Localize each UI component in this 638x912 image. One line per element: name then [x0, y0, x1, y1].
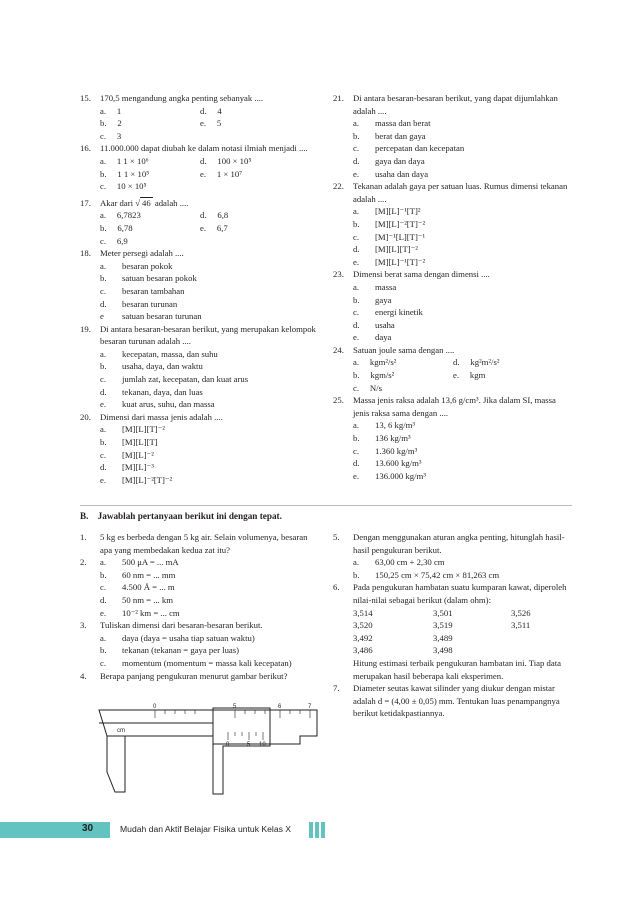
question-text: Tuliskan dimensi dari besaran-besaran berikut. [100, 620, 263, 631]
question-18: 18. Meter persegi adalah .... [80, 247, 316, 260]
question-25: 25. Massa jenis raksa adalah 13,6 g/cm³. Jika dalam SI, massa jenis raksa sama dengan .... [333, 394, 573, 419]
option-item: b. satuan besaran pokok [100, 273, 197, 284]
option-item: a. 13, 6 kg/m³ [353, 420, 416, 431]
caliper-fixed-jaw [107, 736, 125, 792]
question-text: Pada pengukuran hambatan suatu kumparan kawat, diperoleh nilai-nilai sebagai berikut (dalam ohm): [353, 582, 567, 605]
data-row: 3,492 3,489 [353, 632, 453, 643]
option-item: b. 150,25 cm × 75,42 cm × 81,263 cm [353, 569, 500, 580]
option-row: b. 6,78 e. 6,7 [100, 222, 228, 233]
vernier-tick-0: 0 [226, 742, 230, 748]
question-23: 23. Dimensi berat sama dengan dimensi .... [333, 268, 573, 281]
option-row: b. 1 1 × 10⁵ e. 1 × 10⁷ [100, 168, 243, 179]
option-item: d. [M][L]⁻³ [100, 462, 154, 473]
option-item: a. besaran pokok [100, 260, 173, 271]
main-scale-tick-0: 0 [153, 704, 157, 710]
option-item: c. jumlah zat, kecepatan, dan kuat arus [100, 374, 249, 385]
caliper-unit-label: cm [117, 728, 125, 734]
option-item: a. massa dan berat [353, 118, 431, 129]
option-row: a. 1 1 × 10⁶ d. 100 × 10⁵ [100, 155, 252, 166]
footer-accent-bar [315, 822, 319, 838]
question-17: 17. Akar dari √ 46 adalah .... [80, 197, 316, 210]
option-item: a. [M][L][T]⁻² [100, 424, 165, 435]
caliper-sliding-jaw [213, 708, 270, 794]
left-question-column [80, 92, 316, 486]
option-item: e. daya [353, 332, 392, 343]
data-row: 3,514 3,501 3,526 [353, 607, 531, 618]
section-b-heading: B. Jawablah pertanyaan berikut ini dengan tepat. [80, 511, 282, 521]
question-text: 170,5 mengandung angka penting sebanyak .... [100, 93, 264, 103]
option-row: a. kgm²/s² d. kg²m²/s² [353, 357, 500, 368]
option-item: d. usaha [353, 319, 395, 330]
option-item: b. tekanan (tekanan = gaya per luas) [100, 645, 240, 656]
page-footer [0, 822, 638, 838]
question-19: 19. Di antara besaran-besaran berikut, yang merupakan kelompok besaran turunan adalah .... [80, 323, 316, 347]
option-item: b. gaya [353, 294, 392, 305]
option-item: c. momentum (momentum = massa kali kecepatan) [100, 657, 292, 668]
question-21: 21. Di antara besaran-besaran berikut, yang dapat dijumlahkan adalah .... [333, 92, 573, 117]
option-item: d. 50 nm = ... km [100, 594, 173, 605]
option-item: e satuan besaran turunan [100, 311, 202, 322]
question-text: 11.000.000 dapat diubah ke dalam notasi ilmiah menjadi .... [100, 143, 308, 154]
vernier-tick-5: 5 [247, 742, 251, 748]
option-row: c. 6,9 [100, 235, 128, 246]
option-item: a. 500 μA = ... mA [100, 557, 179, 568]
question-15: 15. 170,5 mengandung angka penting sebanyak .... [80, 92, 316, 105]
option-item: a. daya (daya = usaha tiap satuan waktu) [100, 632, 255, 643]
sqrt-radicand: 46 [142, 197, 151, 208]
question-instruction: Hitung estimasi terbaik pengukuran hambatan ini. Tiap data merupakan hasil beberapa kali eksperimen. [353, 657, 561, 681]
footer-accent-bar [309, 822, 313, 838]
option-item: d. gaya dan daya [353, 155, 425, 166]
option-item: b. usaha, daya, dan waktu [100, 361, 203, 372]
option-item: e. kuat arus, suhu, dan massa [100, 399, 215, 410]
option-item: e. 136.000 kg/m³ [353, 470, 426, 481]
question-text: Dimensi dari massa jenis adalah .... [100, 411, 223, 422]
option-item: c. 4.500 Å = ... m [100, 582, 175, 593]
question-text: 5 kg es berbeda dengan 5 kg air. Selain volumenya, besaran apa yang membedakan kedua zat itu? [100, 532, 308, 555]
option-item: a. kecepatan, massa, dan suhu [100, 348, 218, 359]
essay-question-4: 4. Berapa panjang pengukuran menurut gambar berikut? [80, 670, 320, 683]
option-item: c. [M]⁻¹[L][T]⁻¹ [353, 231, 426, 242]
option-row: a. 1 d. 4 [100, 105, 222, 116]
essay-question-1: 1. 5 kg es berbeda dengan 5 kg air. Selain volumenya, besaran apa yang membedakan kedua zat itu? [80, 531, 320, 556]
caliper-body-outline [99, 710, 317, 744]
option-row: c. 10 × 10⁵ [100, 181, 147, 192]
question-16: 16. 11.000.000 dapat diubah ke dalam notasi ilmiah menjadi .... [80, 142, 316, 155]
section-b-title: Jawablah pertanyaan berikut ini dengan tepat. [97, 511, 282, 521]
main-scale-tick-5: 5 [233, 704, 237, 710]
essay-question-3: 3. Tuliskan dimensi dari besaran-besaran berikut. [80, 619, 320, 632]
right-question-column [333, 92, 573, 482]
vernier-tick-10: 10 [259, 742, 266, 748]
option-item: e. usaha dan daya [353, 168, 429, 179]
option-item: d. 13.600 kg/m³ [353, 458, 422, 469]
option-item: e. [M][L]⁻²[T]⁻² [100, 474, 173, 485]
essay-question-7: 7. Diameter seutas kawat silinder yang diukur dengan mistar adalah d = (4,00 ± 0,05) mm. Tentukan luas penampangnya berikut ketidakpastiannya. [333, 682, 575, 720]
question-text: Di antara besaran-besaran berikut, yang dapat dijumlahkan adalah .... [353, 93, 558, 116]
page-number-band [0, 822, 110, 838]
question-text: Di antara besaran-besaran berikut, yang merupakan kelompok besaran turunan adalah .... [100, 323, 316, 347]
option-item: c. [M][L]⁻² [100, 449, 154, 460]
option-row: a. 6,7823 d. 6,8 [100, 210, 229, 221]
option-item: c. besaran tambahan [100, 285, 185, 296]
option-item: b. 136 kg/m³ [353, 433, 411, 444]
question-text: Satuan joule sama dengan .... [353, 344, 455, 355]
data-row: 3,520 3,519 3,511 [353, 620, 531, 631]
question-text: Diameter seutas kawat silinder yang diukur dengan mistar adalah d = (4,00 ± 0,05) mm. Tentukan luas penampangnya berikut ketidakpastiannya. [353, 683, 560, 719]
question-20: 20. Dimensi dari massa jenis adalah .... [80, 411, 316, 424]
option-item: e. [M][L]⁻¹[T]⁻² [353, 256, 426, 267]
option-item: c. 1.360 kg/m³ [353, 445, 418, 456]
option-item: a. 63,00 cm + 2,30 cm [353, 557, 445, 568]
option-item: a. [M][L]⁻¹[T]² [353, 206, 421, 217]
option-item: b. 60 nm = ... mm [100, 569, 176, 580]
question-24: 24. Satuan joule sama dengan .... [333, 344, 573, 357]
option-item: c. energi kinetik [353, 307, 423, 318]
essay-right-column [333, 531, 575, 720]
essay-left-column [80, 531, 320, 682]
essay-question-2: 2. a. 500 μA = ... mA [80, 556, 320, 569]
question-text: Massa jenis raksa adalah 13,6 g/cm³. Jika dalam SI, massa jenis raksa sama dengan .... [353, 395, 556, 418]
page-number: 30 [82, 823, 94, 834]
data-row: 3,486 3,498 [353, 645, 453, 656]
question-text: Akar dari √ 46 adalah .... [100, 197, 189, 208]
question-text: Dimensi berat sama dengan dimensi .... [353, 269, 490, 280]
question-22: 22. Tekanan adalah gaya per satuan luas. Rumus dimensi tekanan adalah .... [333, 180, 573, 205]
section-divider [80, 505, 572, 506]
question-text: Meter persegi adalah .... [100, 248, 184, 259]
option-row: c. N/s [353, 382, 382, 393]
question-text: Berapa panjang pengukuran menurut gambar berikut? [100, 670, 288, 681]
option-row: c. 3 [100, 130, 122, 141]
option-row: b. 2 e. 5 [100, 118, 222, 129]
option-item: d. besaran turunan [100, 298, 178, 309]
option-item: e. 10⁻² km = ... cm [100, 607, 180, 618]
question-text: Tekanan adalah gaya per satuan luas. Rumus dimensi tekanan adalah .... [353, 181, 568, 204]
main-scale-tick-6: 6 [278, 704, 282, 710]
option-item: d. tekanan, daya, dan luas [100, 386, 203, 397]
option-item: b. [M][L]⁻²[T]⁻² [353, 218, 426, 229]
main-scale-tick-7: 7 [308, 704, 312, 710]
option-item: a. massa [353, 281, 397, 292]
vernier-caliper-figure [95, 702, 320, 800]
option-item: d. [M][L][T]⁻² [353, 244, 418, 255]
option-row: b. kgm/s² e. kgm [353, 370, 486, 381]
option-item: b. [M][L][T] [100, 437, 158, 448]
option-item: c. percepatan dan kecepatan [353, 143, 465, 154]
book-title: Mudah dan Aktif Belajar Fisika untuk Kelas X [120, 824, 292, 834]
option-item: b. berat dan gaya [353, 130, 426, 141]
essay-question-5: 5. Dengan menggunakan aturan angka penting, hitunglah hasil-hasil pengukuran berikut. [333, 531, 575, 556]
essay-question-6: 6. Pada pengukuran hambatan suatu kumparan kawat, diperoleh nilai-nilai sebagai berikut (dalam ohm): [333, 581, 575, 606]
question-text: Dengan menggunakan aturan angka penting, hitunglah hasil-hasil pengukuran berikut. [353, 532, 565, 555]
footer-accent-bar [321, 822, 325, 838]
